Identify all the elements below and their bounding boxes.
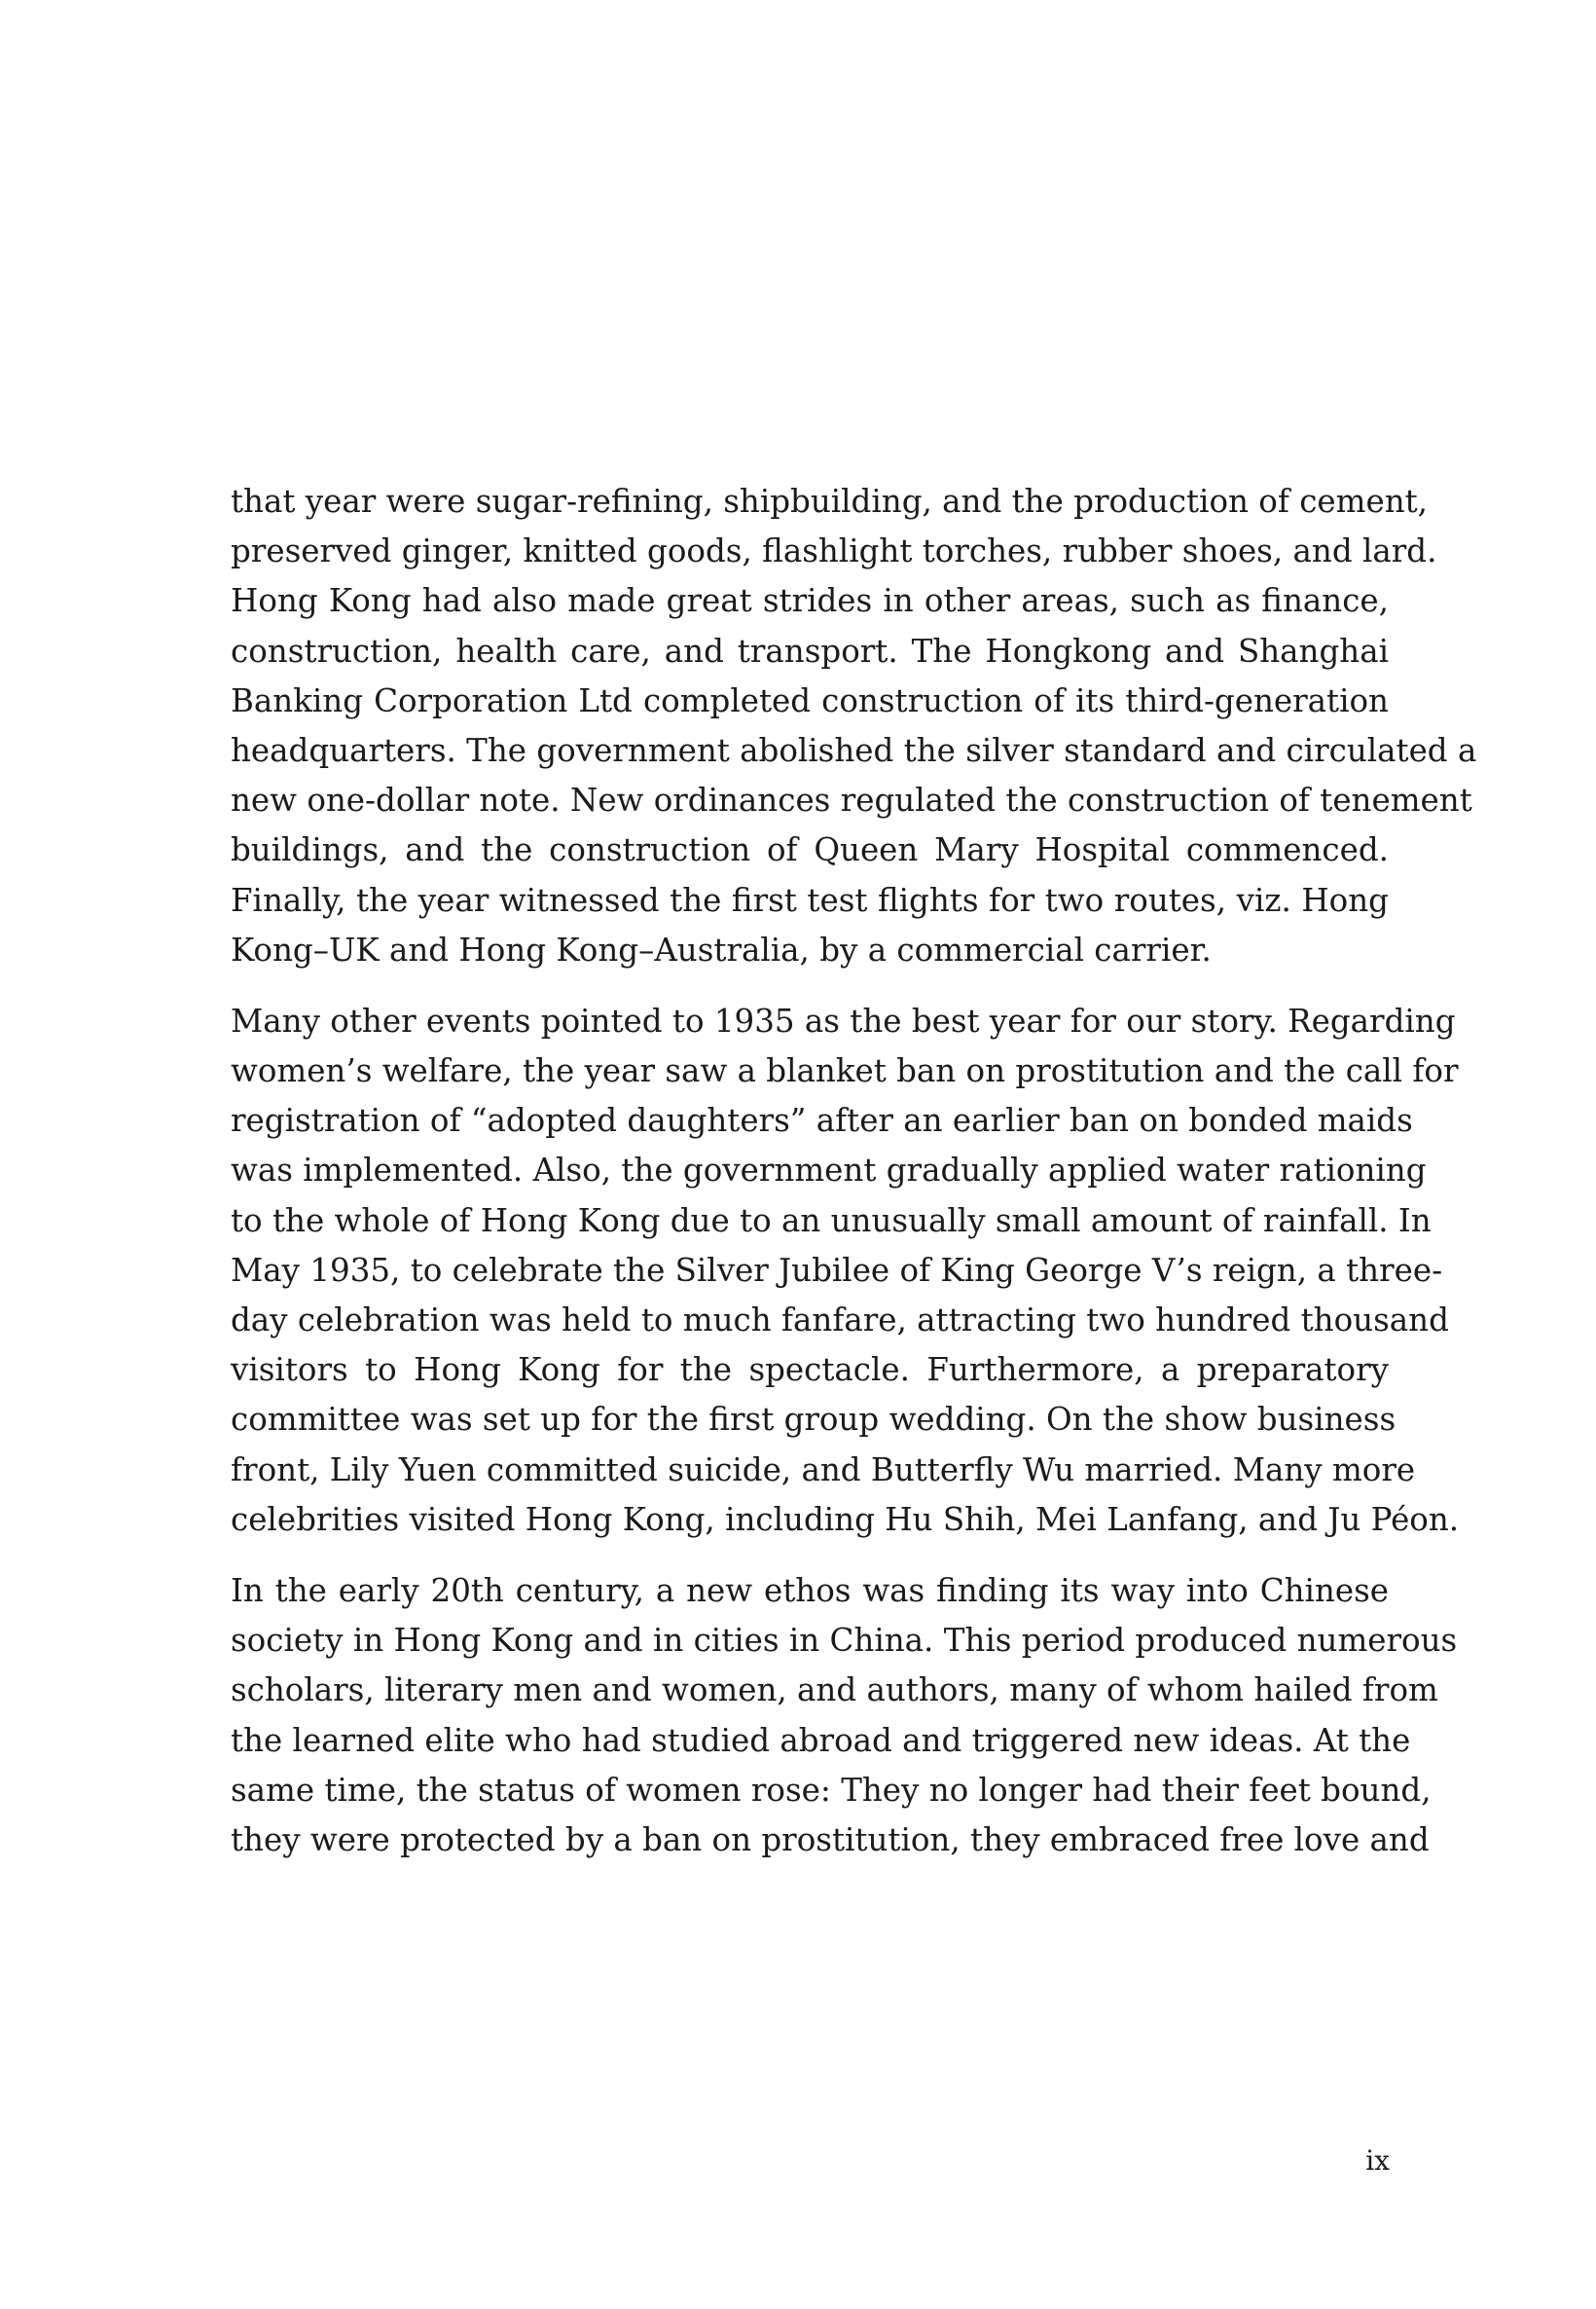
text-line: Banking Corporation Ltd completed construction of its third-generation (231, 681, 1389, 719)
text-line: was implemented. Also, the government gradually applied water rationing (231, 1152, 1427, 1190)
body-text (231, 477, 1477, 1887)
text-line: celebrities visited Hong Kong, including Hu Shih, Mei Lanfang, and Ju Péon. (231, 1500, 1460, 1538)
text-line: Many other events pointed to 1935 as the best year for our story. Regarding (231, 1002, 1456, 1040)
text-line: the learned elite who had studied abroad and triggered new ideas. At the (231, 1721, 1411, 1759)
text-line: buildings, and the construction of Queen Mary Hospital commenced. (231, 831, 1389, 869)
text-line: they were protected by a ban on prostitution, they embraced free love and (231, 1820, 1430, 1858)
text-line: that year were sugar-refining, shipbuilding, and the production of cement, (231, 483, 1429, 520)
text-line: new one-dollar note. New ordinances regulated the construction of tenement (231, 782, 1472, 820)
text-line: women’s welfare, the year saw a blanket ban on prostitution and the call for (231, 1052, 1459, 1090)
text-line: May 1935, to celebrate the Silver Jubilee of King George V’s reign, a three- (231, 1251, 1443, 1289)
text-line: preserved ginger, knitted goods, flashlight torches, rubber shoes, and lard. (231, 532, 1437, 570)
paragraph-2 (231, 997, 1460, 1545)
text-line: visitors to Hong Kong for the spectacle. Furthermore, a preparatory (231, 1351, 1389, 1389)
text-line: to the whole of Hong Kong due to an unusually small amount of rainfall. In (231, 1201, 1432, 1239)
text-line: headquarters. The government abolished the silver standard and circulated a (231, 731, 1477, 769)
text-line: society in Hong Kong and in cities in China. This period produced numerous (231, 1622, 1458, 1660)
page-number: ix (1365, 2144, 1390, 2177)
text-line: Hong Kong had also made great strides in other areas, such as finance, (231, 582, 1389, 620)
text-line: front, Lily Yuen committed suicide, and Butterfly Wu married. Many more (231, 1450, 1416, 1488)
text-line: day celebration was held to much fanfare, attracting two hundred thousand (231, 1301, 1449, 1338)
text-line: construction, health care, and transport. The Hongkong and Shanghai (231, 632, 1389, 670)
text-line: In the early 20th century, a new ethos was finding its way into Chinese (231, 1571, 1389, 1609)
paragraph-1 (231, 477, 1477, 975)
text-line: scholars, literary men and women, and authors, many of whom hailed from (231, 1671, 1438, 1709)
paragraph-3 (231, 1566, 1458, 1865)
text-line: Finally, the year witnessed the first test flights for two routes, viz. Hong (231, 881, 1389, 919)
text-line: Kong–UK and Hong Kong–Australia, by a commercial carrier. (231, 931, 1212, 969)
text-line: committee was set up for the first group wedding. On the show business (231, 1401, 1396, 1439)
text-line: registration of “adopted daughters” after an earlier ban on bonded maids (231, 1102, 1413, 1140)
text-line: same time, the status of women rose: They no longer had their feet bound, (231, 1771, 1432, 1809)
